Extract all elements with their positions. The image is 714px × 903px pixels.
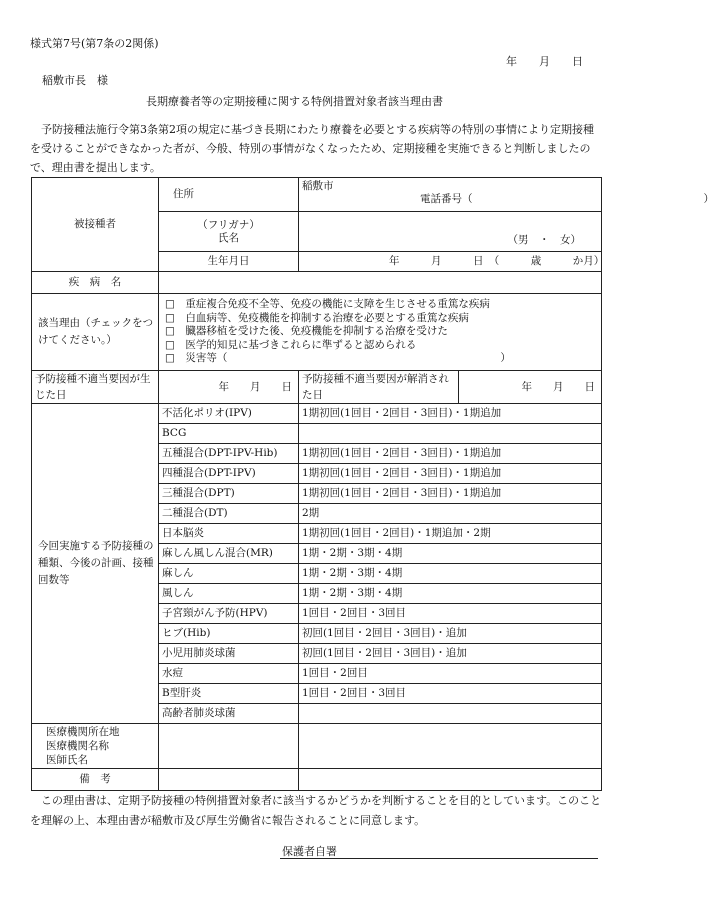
date-line: 年 月 日	[506, 55, 583, 68]
disease-field[interactable]	[159, 272, 602, 294]
recipient-label: 被接種者	[32, 178, 159, 272]
dob-label: 生年月日	[159, 252, 299, 272]
signature-label: 保護者自署	[282, 845, 337, 858]
disease-label: 疾 病 名	[32, 272, 159, 294]
form-table	[31, 177, 714, 791]
institution-address-label: 医療機関所在地	[46, 726, 120, 738]
inappropriate-end-label: 予防接種不適当要因が解消された日	[299, 371, 459, 404]
institution-field-2[interactable]	[299, 724, 602, 769]
vaccine-name: 麻しん風しん混合(MR)	[159, 544, 299, 564]
vaccine-name: BCG	[159, 424, 299, 444]
reason-option[interactable]: □ 白血病等、免疫機能を抑制する治療を必要とする重篤な疾病	[165, 311, 469, 324]
vaccine-schedule[interactable]: 1期・2期・3期・4期	[299, 564, 602, 584]
vaccine-name: 子宮頸がん予防(HPV)	[159, 604, 299, 624]
vaccine-schedule[interactable]: 初回(1回目・2回目・3回目)・追加	[299, 644, 602, 664]
vaccine-name: 五種混合(DPT-IPV-Hib)	[159, 444, 299, 464]
gender-choice[interactable]: （男 ・ 女）	[507, 234, 581, 246]
vaccines-label: 今回実施する予防接種の種類、今後の計画、接種回数等	[32, 404, 159, 724]
inappropriate-end-date[interactable]: 年 月 日	[459, 371, 602, 404]
vaccine-schedule[interactable]: 1期初回(1回目・2回目・3回目)・1期追加	[299, 404, 602, 424]
furigana-label: （フリガナ）	[197, 218, 260, 231]
vaccine-schedule[interactable]	[299, 704, 602, 724]
vaccine-name: 四種混合(DPT-IPV)	[159, 464, 299, 484]
phone-label: 電話番号（ ）	[420, 193, 714, 205]
reason-options	[159, 294, 602, 371]
institution-name-label: 医療機関名称	[46, 740, 109, 752]
address-field[interactable]	[299, 178, 714, 212]
remarks-label: 備 考	[32, 769, 159, 791]
intro-paragraph: 予防接種法施行令第3条第2項の規定に基づき長期にわたり療養を必要とする疾病等の特別の事情により定期接種を受けることができなかった者が、今般、特別の事情がなくなったため、定期接種を実施できると判断しましたので、理由書を提出します。	[30, 123, 594, 174]
institution-labels	[32, 724, 159, 769]
signature-line[interactable]	[280, 858, 598, 859]
consent-paragraph: この理由書は、定期予防接種の特例措置対象者に該当するかどうかを判断することを目的としています。このことを理解の上、本理由書が稲敷市及び厚生労働省に報告されることに同意します。	[30, 794, 602, 827]
reason-option[interactable]: □ 医学的知見に基づきこれらに準ずると認められる	[165, 338, 417, 351]
vaccine-name: ヒブ(Hib)	[159, 624, 299, 644]
vaccine-schedule[interactable]: 1回目・2回目・3回目	[299, 604, 602, 624]
vaccine-name: 小児用肺炎球菌	[159, 644, 299, 664]
vaccine-schedule[interactable]: 1回目・2回目	[299, 664, 602, 684]
dob-field[interactable]: 年 月 日 （ 歳 か月）	[299, 252, 602, 272]
vaccine-name: 不活化ポリオ(IPV)	[159, 404, 299, 424]
vaccine-name: B型肝炎	[159, 684, 299, 704]
addressee: 稲敷市長 様	[42, 74, 108, 87]
name-labels	[159, 212, 299, 252]
institution-field-1[interactable]	[159, 724, 299, 769]
reason-label: 該当理由（チェックをつけてください。）	[32, 294, 159, 371]
inappropriate-start-label: 予防接種不適当要因が生じた日	[32, 371, 159, 404]
reason-option[interactable]: □ 重症複合免疫不全等、免疫の機能に支障を生じさせる重篤な疾病	[165, 298, 490, 311]
address-value: 稲敷市	[302, 180, 334, 192]
form-number: 様式第7号(第7条の2関係)	[30, 37, 159, 50]
vaccine-name: 水痘	[159, 664, 299, 684]
name-field[interactable]	[299, 212, 602, 252]
address-label: 住所	[159, 178, 299, 212]
name-label: 氏名	[218, 231, 239, 244]
vaccine-schedule[interactable]	[299, 424, 602, 444]
reason-option[interactable]: □ 災害等（ ）	[165, 352, 511, 365]
vaccine-schedule[interactable]: 1期初回(1回目・2回目)・1期追加・2期	[299, 524, 602, 544]
remarks-field-1[interactable]	[159, 769, 299, 791]
vaccine-schedule[interactable]: 1期・2期・3期・4期	[299, 584, 602, 604]
vaccine-name: 三種混合(DPT)	[159, 484, 299, 504]
vaccine-schedule[interactable]: 1期初回(1回目・2回目・3回目)・1期追加	[299, 464, 602, 484]
document-title: 長期療養者等の定期接種に関する特例措置対象者該当理由書	[146, 95, 443, 108]
vaccine-name: 二種混合(DT)	[159, 504, 299, 524]
vaccine-schedule[interactable]: 初回(1回目・2回目・3回目)・追加	[299, 624, 602, 644]
doctor-name-label: 医師氏名	[46, 754, 88, 766]
vaccine-schedule[interactable]: 2期	[299, 504, 602, 524]
vaccine-name: 高齢者肺炎球菌	[159, 704, 299, 724]
reason-option[interactable]: □ 臓器移植を受けた後、免疫機能を抑制する治療を受けた	[165, 325, 448, 338]
inappropriate-start-date[interactable]: 年 月 日	[159, 371, 299, 404]
vaccine-name: 麻しん	[159, 564, 299, 584]
vaccine-name: 日本脳炎	[159, 524, 299, 544]
vaccine-schedule[interactable]: 1期初回(1回目・2回目・3回目)・1期追加	[299, 484, 602, 504]
vaccine-schedule[interactable]: 1期初回(1回目・2回目・3回目)・1期追加	[299, 444, 602, 464]
vaccine-schedule[interactable]: 1期・2期・3期・4期	[299, 544, 602, 564]
vaccine-schedule[interactable]: 1回目・2回目・3回目	[299, 684, 602, 704]
remarks-field-2[interactable]	[299, 769, 602, 791]
vaccine-name: 風しん	[159, 584, 299, 604]
